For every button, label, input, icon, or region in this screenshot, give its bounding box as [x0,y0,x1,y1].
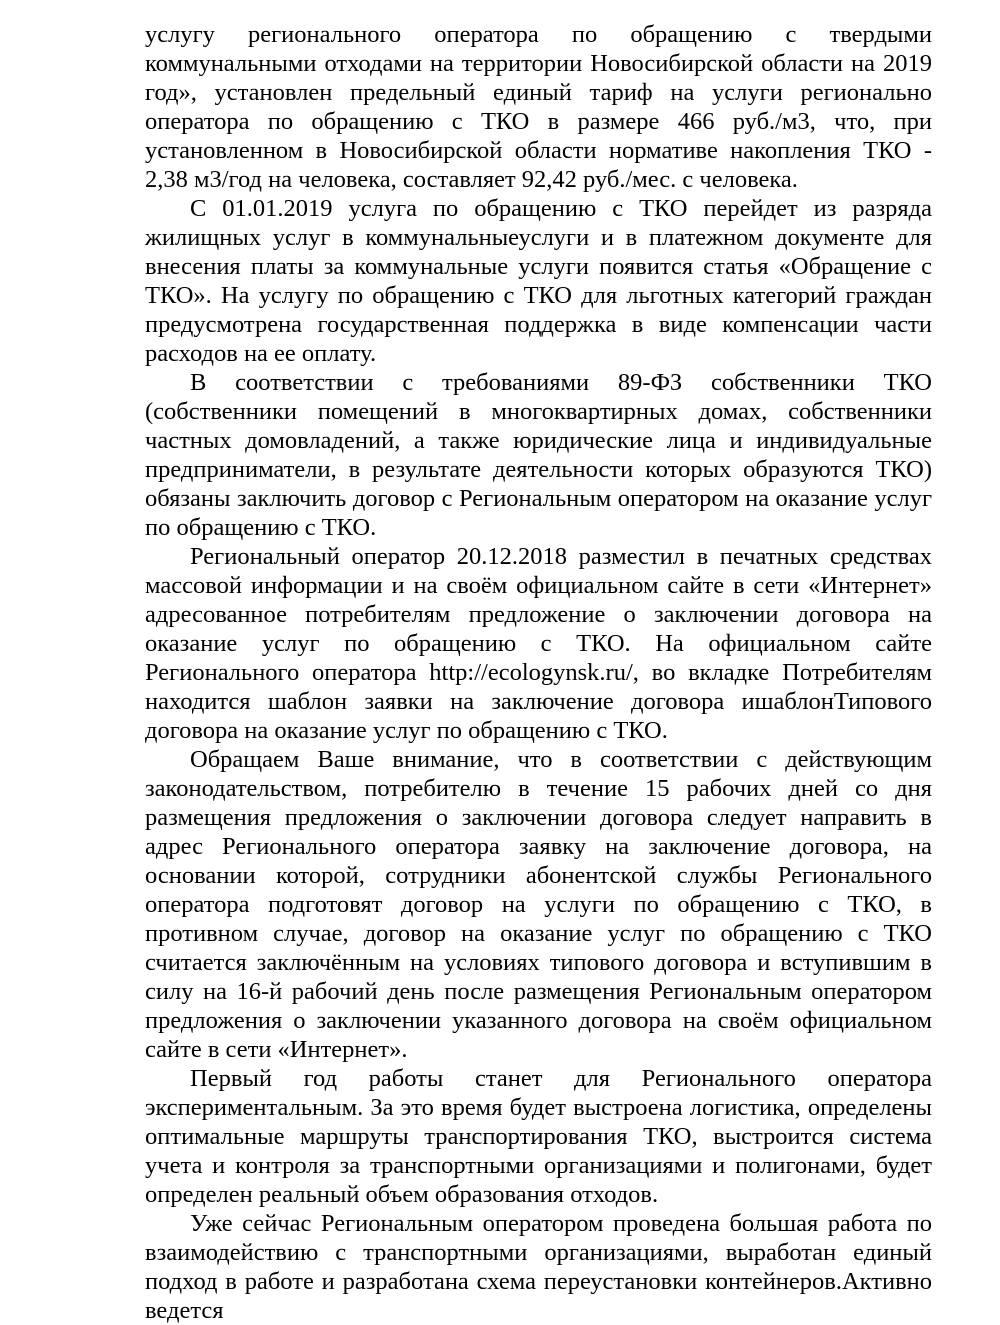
paragraph-tariff: услугу регионального оператора по обращению с твердыми коммунальными отходами на территории Новосибирской области на 2019 год», установлен предельный единый тариф на услуги регионально оператора по обращению с ТКО в размере 466 руб./м3, что, при установленном в Новосибирской области нормативе накопления ТКО - 2,38 м3/год на человека, составляет 92,42 руб./мес. с человека. [145,21,932,193]
paragraph-public-offer: Региональный оператор 20.12.2018 разместил в печатных средствах массовой информации и на своём официальном сайте в сети «Интернет» адресованное потребителям предложение о заключении договора на оказание услуг по обращению с ТКО. На официальном сайте Регионального оператора http://ecologynsk.ru/, во вкладке Потребителям находится шаблон заявки на заключение договора ишаблонТипового договора на оказание услуг по обращению с ТКО. [145,543,932,744]
paragraph-service-transition: С 01.01.2019 услуга по обращению с ТКО перейдет из разряда жилищных услуг в коммунальныеуслуги и в платежном документе для внесения платы за коммунальные услуги появится статья «Обращение с ТКО». На услугу по обращению с ТКО для льготных категорий граждан предусмотрена государственная поддержка в виде компенсации части расходов на ее оплату. [145,195,932,367]
paragraph-first-year: Первый год работы станет для Регионального оператора экспериментальным. За это время будет выстроена логистика, определены оптимальные маршруты транспортирования ТКО, выстроится система учета и контроля за транспортными организациями и полигонами, будет определен реальный объем образования отходов. [145,1065,932,1208]
paragraph-contract-obligation: В соответствии с требованиями 89-ФЗ собственники ТКО (собственники помещений в многоквартирных домах, собственники частных домовладений, а также юридические лица и индивидуальные предприниматели, в результате деятельности которых образуются ТКО) обязаны заключить договор с Региональным оператором на оказание услуг по обращению с ТКО. [145,369,932,541]
paragraph-current-work: Уже сейчас Региональным оператором проведена большая работа по взаимодействию с транспортными организациями, выработан единый подход в работе и разработана схема переустановки контейнеров.Активно ведется [145,1210,932,1324]
paragraph-application-deadline: Обращаем Ваше внимание, что в соответствии с действующим законодательством, потребителю в течение 15 рабочих дней со дня размещения предложения о заключении договора следует направить в адрес Регионального оператора заявку на заключение договора, на основании которой, сотрудники абонентской службы Регионального оператора подготовят договор на услуги по обращению с ТКО, в противном случае, договор на оказание услуг по обращению с ТКО считается заключённым на условиях типового договора и вступившим в силу на 16-й рабочий день после размещения Региональным оператором предложения о заключении указанного договора на своём официальном сайте в сети «Интернет». [145,746,932,1063]
document-page [145,20,932,1325]
